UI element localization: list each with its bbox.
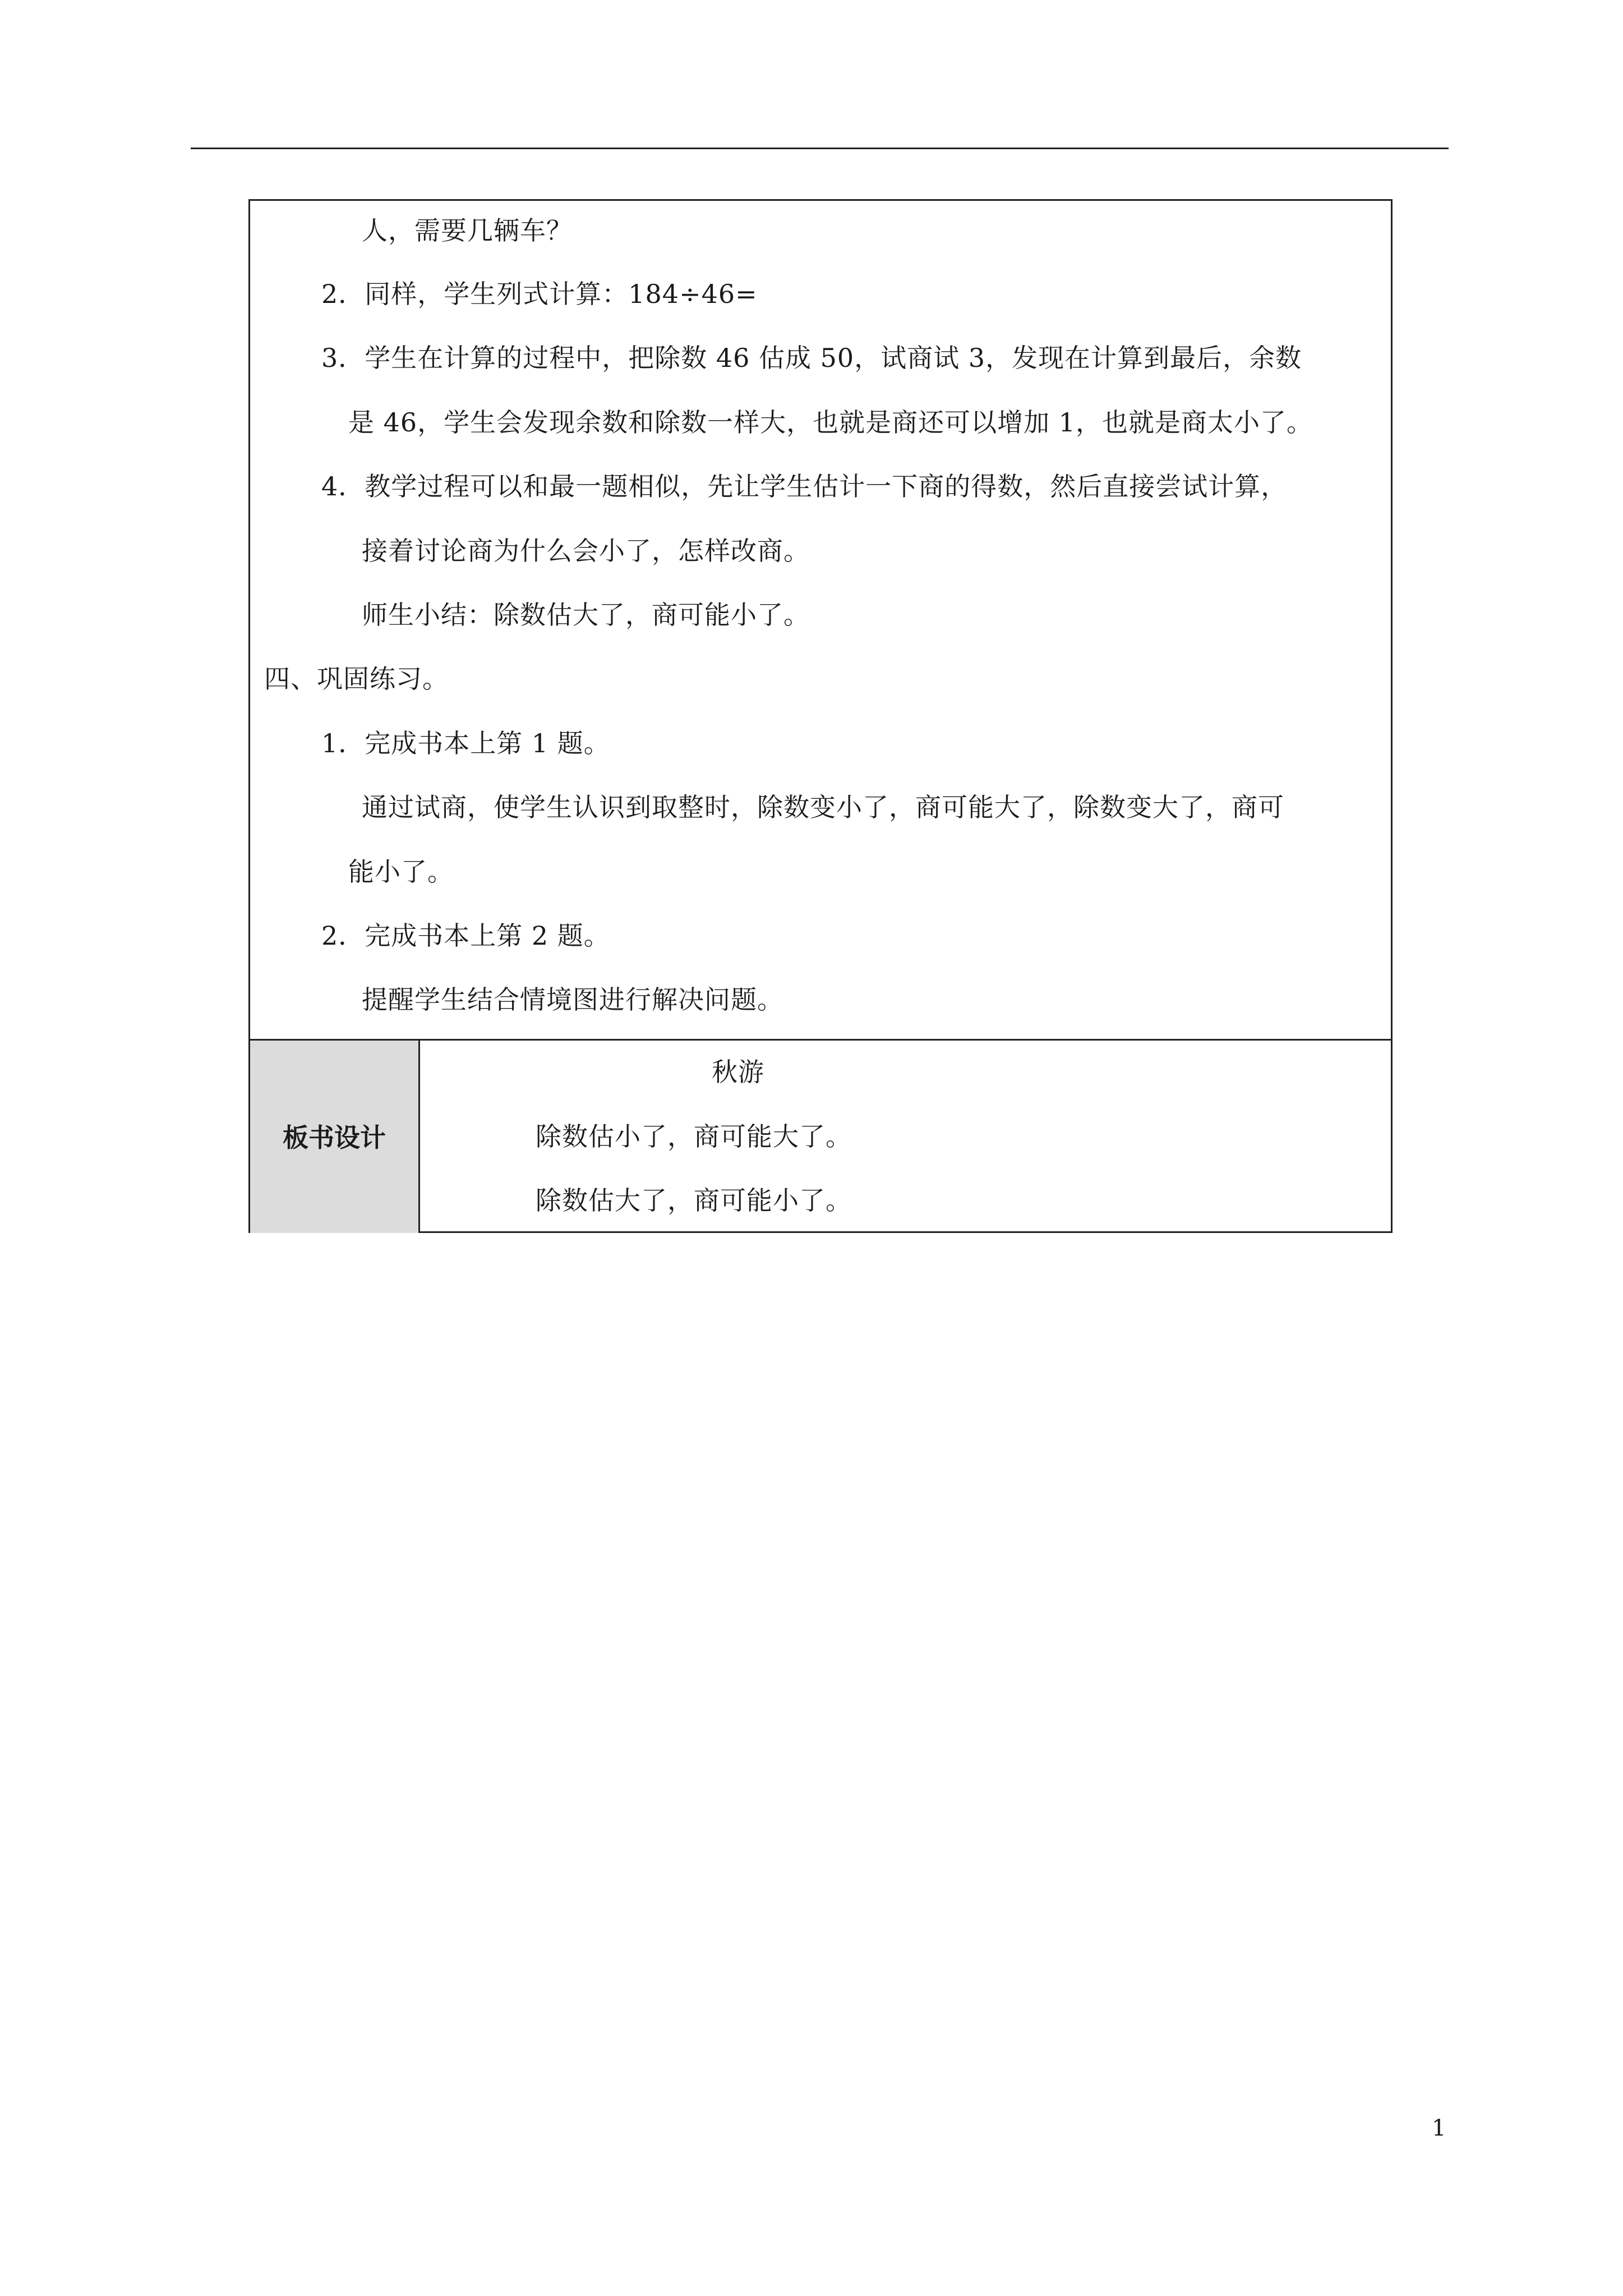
content-line: 人，需要几辆车？: [362, 215, 573, 246]
header-rule: [191, 148, 1449, 149]
content-line: 2．同样，学生列式计算：184÷46=: [321, 279, 758, 309]
section-heading: 四、巩固练习。: [264, 664, 449, 694]
content-line: 提醒学生结合情境图进行解决问题。: [362, 984, 783, 1015]
content-line: 2．完成书本上第 2 题。: [321, 921, 610, 951]
content-line: 师生小结：除数估大了，商可能小了。: [362, 600, 810, 630]
content-line: 通过试商，使学生认识到取整时，除数变小了，商可能大了，除数变大了，商可: [362, 792, 1284, 822]
lesson-content-cell: [250, 201, 1391, 1041]
board-title: 秋游: [712, 1057, 764, 1087]
board-design-label-cell: [250, 1041, 420, 1233]
content-line: 1．完成书本上第 1 题。: [321, 728, 610, 758]
content-line: 接着讨论商为什么会小了，怎样改商。: [362, 536, 810, 566]
page-number: 1: [1432, 2115, 1446, 2141]
content-line: 3．学生在计算的过程中，把除数 46 估成 50，试商试 3，发现在计算到最后，余数: [321, 343, 1302, 373]
board-line: 除数估大了，商可能小了。: [536, 1185, 852, 1216]
board-design-content-cell: [420, 1041, 1391, 1233]
lesson-table: [248, 199, 1393, 1233]
content-line: 4．教学过程可以和最一题相似，先让学生估计一下商的得数，然后直接尝试计算，: [321, 471, 1288, 501]
board-design-label: 板书设计: [283, 1122, 386, 1153]
content-line: 能小了。: [348, 857, 454, 887]
board-line: 除数估小了，商可能大了。: [536, 1121, 852, 1152]
content-line: 是 46，学生会发现余数和除数一样大，也就是商还可以增加 1，也就是商太小了。: [348, 407, 1313, 438]
